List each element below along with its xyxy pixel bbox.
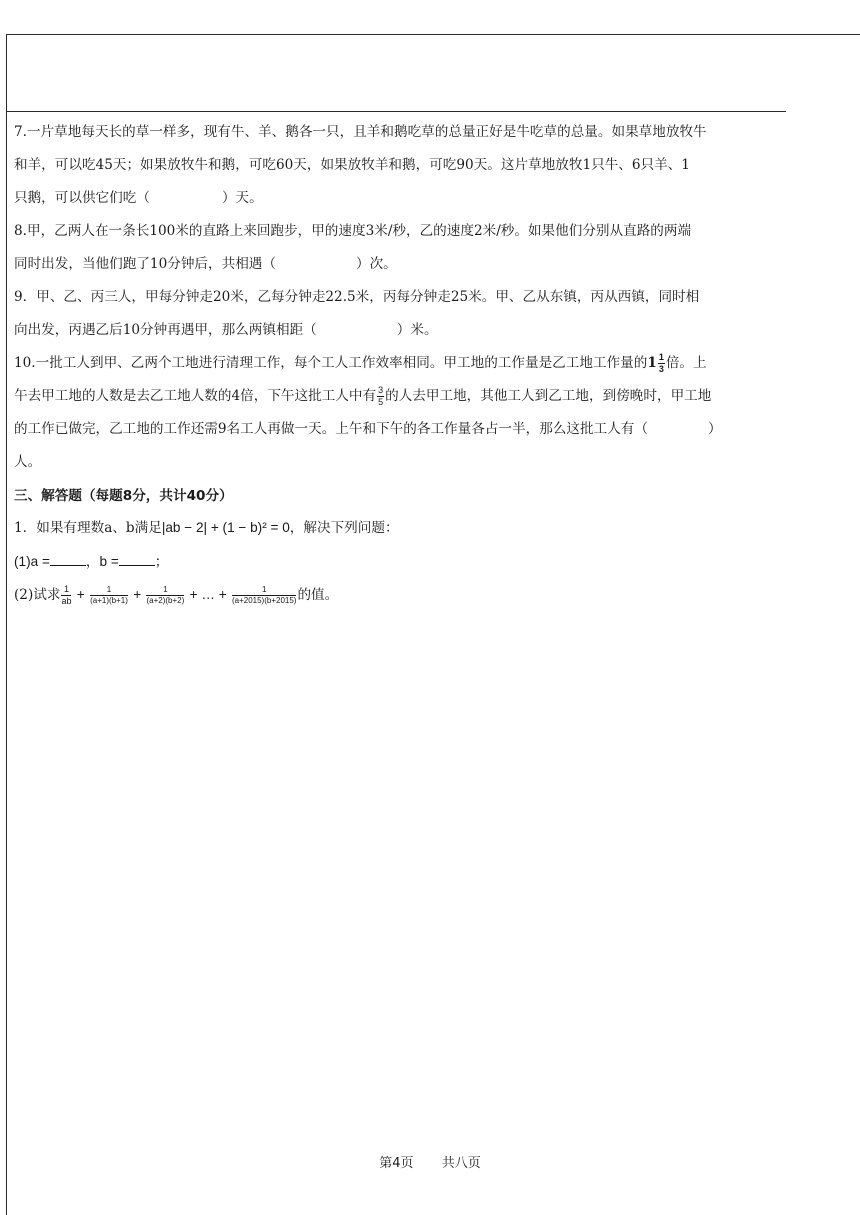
s1-part-1: [14, 545, 789, 578]
q10-text-end: ）: [707, 421, 722, 437]
q10-text: 的人去甲工地，其他工人到乙工地，到傍晚时，甲工地: [385, 388, 712, 404]
fraction-numerator: 1: [61, 585, 71, 596]
q7-line-3: [14, 182, 789, 215]
q7-text: 只鹅，可以供它们吃（: [14, 190, 150, 206]
header-rule: [6, 111, 786, 112]
q9-text: 向出发，丙遇乙后10分钟再遇甲，那么两镇相距（: [14, 322, 317, 338]
q7-line-2: 和羊，可以吃45天；如果放牧牛和鹅，可吃60天，如果放牧羊和鹅，可吃90天。这片草地放牧1只牛、6只羊、1: [14, 157, 690, 173]
q10-text: 午去甲工地的人数是去乙工地人数的4倍，下午这批工人中有: [14, 388, 377, 404]
fraction-denominator: (a+2)(b+2): [146, 596, 185, 605]
part1-end: ；: [154, 554, 169, 569]
s1-part-2: [14, 578, 789, 612]
equation: |ab − 2| + (1 − b)² = 0: [161, 520, 290, 535]
q7-text-end: ）天。: [221, 190, 263, 206]
fraction-numerator: 1: [90, 586, 128, 596]
section-heading: 三、解答题（每题8分，共计40分）: [14, 488, 233, 504]
question-10: [14, 347, 789, 479]
part1-b-label: ，b =: [85, 554, 119, 569]
fraction-term-3: [146, 586, 184, 605]
q8-line-1: 8.甲，乙两人在一条长100米的直路上来回跑步，甲的速度3米/秒，乙的速度2米/秒。如果他们分别从直路的两端: [14, 223, 692, 239]
mixed-number: [647, 352, 665, 374]
q8-text: 同时出发，当他们跑了10分钟后，共相遇（: [14, 256, 276, 272]
plus-sign: +: [76, 587, 85, 602]
ellipsis-sum: + … +: [189, 587, 227, 602]
s1-intro-text: 1．如果有理数a、b满足: [14, 520, 162, 536]
page-footer: [0, 1152, 860, 1171]
q10-text: 倍。上: [665, 355, 707, 371]
part2-text-end: 的值。: [297, 587, 339, 603]
question-7: [14, 116, 789, 215]
plus-sign: +: [133, 587, 142, 602]
q10-line-4: 人。: [14, 454, 42, 470]
page-number: 第4页: [379, 1156, 414, 1171]
part2-text: (2)试求: [14, 587, 61, 603]
q10-line-2: [14, 380, 789, 413]
q9-line-1: 9．甲、乙、丙三人，甲每分钟走20米，乙每分钟走22.5米，丙每分钟走25米。甲、乙从东镇，丙从西镇，同时相: [14, 289, 700, 305]
fraction-denominator: ab: [61, 596, 72, 606]
fraction-term-4: [232, 586, 297, 605]
question-8: [14, 215, 789, 281]
fraction-term-2: [90, 586, 128, 605]
part1-a-label: (1)a =: [14, 554, 50, 569]
page-frame-top: [6, 34, 860, 35]
fraction-denominator: 5: [378, 397, 384, 407]
q10-text: 10.一批工人到甲、乙两个工地进行清理工作，每个工人工作效率相同。甲工地的工作量是乙工地工作量的: [14, 355, 648, 371]
q10-line-3: [14, 413, 789, 446]
exam-content: [14, 116, 789, 612]
solution-question-1: [14, 511, 789, 612]
question-9: [14, 281, 789, 347]
mixed-whole: 1: [647, 355, 657, 371]
answer-underline-b: [119, 553, 155, 566]
q10-line-1: [14, 347, 789, 380]
q9-text-end: ）米。: [396, 322, 438, 338]
fraction-numerator: 1: [232, 586, 297, 596]
fraction: [377, 386, 384, 407]
q9-line-2: [14, 314, 789, 347]
fraction-denominator: 3: [658, 364, 664, 374]
fraction-numerator: 3: [378, 385, 384, 395]
fraction-term-1: [61, 585, 71, 606]
q10-text: 的工作已做完，乙工地的工作还需9名工人再做一天。上午和下午的各工作量各占一半，那么这批工人有（: [14, 421, 648, 437]
q8-line-2: [14, 248, 789, 281]
mixed-fraction: [658, 353, 665, 374]
fraction-numerator: 1: [146, 586, 184, 596]
fraction-numerator: 1: [658, 352, 664, 362]
answer-underline-a: [50, 553, 86, 566]
fraction-denominator: (a+1)(b+1): [90, 596, 128, 605]
fraction-denominator: (a+2015)(b+2015): [231, 596, 297, 605]
page-frame-left: [6, 34, 7, 1215]
q7-line-1: 7.一片草地每天长的草一样多，现有牛、羊、鹅各一只，且羊和鹅吃草的总量正好是牛吃草的总量。如果草地放牧牛: [14, 124, 707, 140]
page-total: 共八页: [441, 1156, 481, 1171]
s1-intro: [14, 511, 789, 545]
s1-intro-text-end: ，解决下列问题：: [289, 520, 399, 536]
q8-text-end: ）次。: [355, 256, 397, 272]
